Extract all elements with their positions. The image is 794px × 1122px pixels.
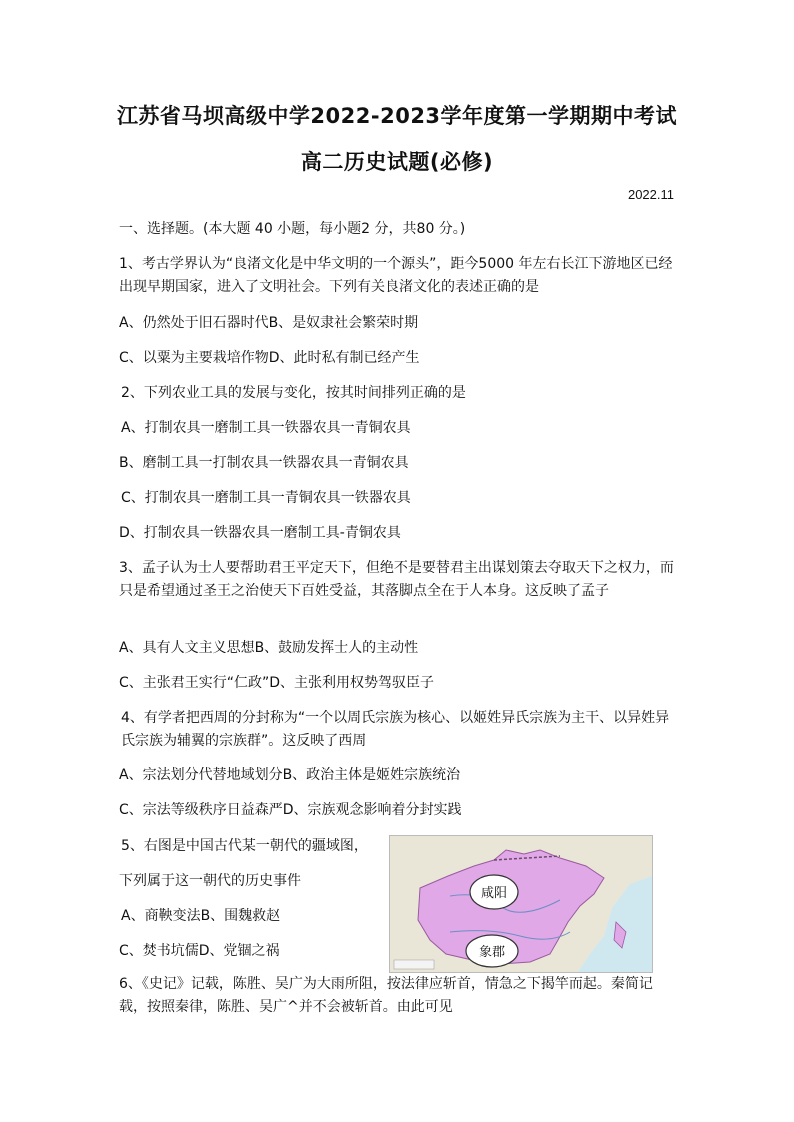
question-1-stem: 1、考古学界认为“良渚文化是中华文明的一个源头”，距今5000 年左右长江下游地区已经出现早期国家，进入了文明社会。下列有关良渚文化的表述正确的是 (119, 256, 673, 295)
map-legend (394, 960, 434, 969)
question-4-option-cd: C、宗法等级秩序日益森严D、宗族观念影响着分封实践 (119, 802, 462, 818)
question-3-stem: 3、孟子认为士人要帮助君王平定天下，但绝不是要替君主出谋划策去夺取天下之权力，而只是希望通过圣王之治使天下百姓受益，其落脚点全在于人本身。这反映了孟子 (119, 560, 674, 599)
question-2-option-d: D、打制农具一铁器农具一磨制工具-青铜农具 (119, 525, 401, 541)
dynasty-territory-map (389, 835, 653, 973)
question-1-option-ab: A、仍然处于旧石器时代B、是奴隶社会繁荣时期 (119, 315, 419, 331)
question-3-option-ab: A、具有人文主义思想B、鼓励发挥士人的主动性 (119, 640, 419, 656)
question-3-option-cd: C、主张君王实行“仁政”D、主张利用权势驾驭臣子 (119, 675, 435, 691)
xiangjun-label: 象郡 (478, 945, 506, 960)
question-2-stem: 2、下列农业工具的发展与变化，按其时间排列正确的是 (121, 385, 466, 401)
question-1-option-cd: C、以粟为主要栽培作物D、此时私有制已经产生 (119, 350, 420, 366)
xianyang-label: 咸阳 (480, 886, 508, 901)
question-2-option-b: B、磨制工具一打制农具一铁器农具一青铜农具 (119, 455, 409, 471)
question-5-stem-line2: 下列属于这一朝代的历史事件 (119, 873, 301, 889)
territory-map-drawing (390, 836, 652, 972)
question-5-option-cd: C、焚书坑儒D、党锢之祸 (119, 943, 280, 959)
section-heading: 一、选择题。(本大题 40 小题，每小题2 分，共80 分。) (119, 221, 466, 237)
exam-title: 江苏省马坝高级中学2022-2023学年度第一学期期中考试 (116, 104, 678, 128)
question-5-stem-line1: 5、右图是中国古代某一朝代的疆域图， (121, 838, 368, 854)
question-4-stem: 4、有学者把西周的分封称为“一个以周氏宗族为核心、以姬姓异氏宗族为主干、以异姓异氏宗族为辅翼的宗族群”。这反映了西周 (121, 710, 670, 749)
question-4-option-ab: A、宗法划分代替地域划分B、政治主体是姬姓宗族统治 (119, 767, 461, 783)
question-2-option-c: C、打制农具一磨制工具一青铜农具一铁器农具 (121, 490, 411, 506)
exam-subtitle: 高二历史试题(必修) (300, 150, 494, 174)
exam-date: 2022.11 (627, 187, 674, 202)
question-5-option-ab: A、商鞅变法B、围魏救赵 (121, 908, 281, 924)
question-2-option-a: A、打制农具一磨制工具一铁器农具一青铜农具 (121, 420, 411, 436)
question-6-stem: 6、《史记》记载，陈胜、吴广为大雨所阻，按法律应斩首，情急之下揭竿而起。秦简记载，按照秦律，陈胜、吴广^并不会被斩首。由此可见 (119, 976, 653, 1015)
